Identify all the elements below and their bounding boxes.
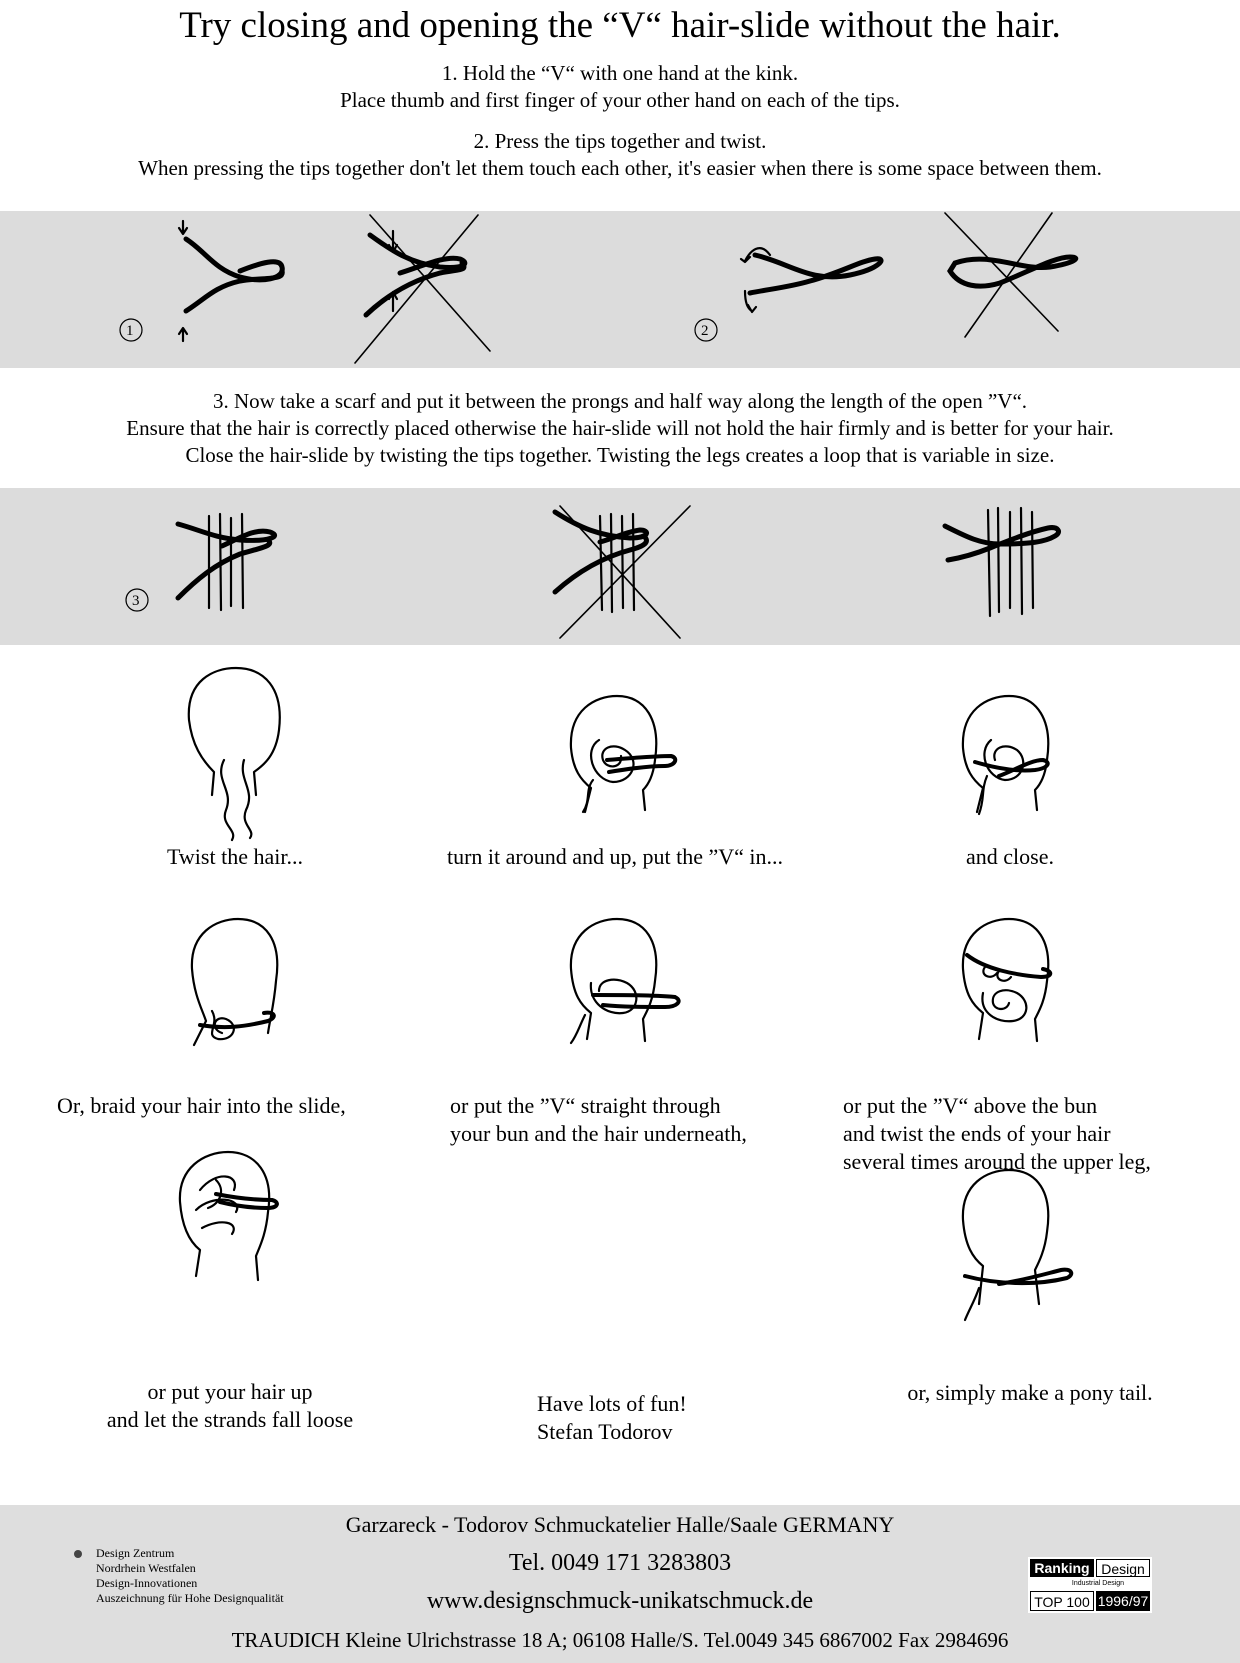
footer-address: TRAUDICH Kleine Ulrichstrasse 18 A; 06108 Halle/S. Tel.0049 345 6867002 Fax 2984696 bbox=[231, 1628, 1009, 1652]
award-line4: Auszeichnung für Hohe Designqualität bbox=[96, 1591, 284, 1605]
step2-line1: 2. Press the tips together and twist. bbox=[473, 129, 767, 153]
crossed-twisted-illustration bbox=[945, 213, 1076, 337]
page-title: Try closing and opening the “V“ hair-slide without the hair. bbox=[179, 5, 1061, 46]
caption-up-line2: and let the strands fall loose bbox=[106, 1407, 354, 1432]
step3-diagrams bbox=[0, 488, 1240, 645]
footer-company: Garzareck - Todorov Schmuckatelier Halle/Saale GERMANY bbox=[345, 1512, 895, 1537]
hair-up-head bbox=[180, 1152, 277, 1280]
award-line3: Design-Innovationen bbox=[96, 1576, 198, 1590]
ranking-design-logo bbox=[1028, 1557, 1152, 1613]
caption-close: and close. bbox=[966, 844, 1054, 869]
step1-2-diagrams bbox=[0, 211, 1240, 368]
step3-line1: 3. Now take a scarf and put it between the prongs and half way along the length of the open ”V“. bbox=[212, 389, 1028, 413]
pony-tail-head bbox=[963, 1170, 1071, 1320]
footer bbox=[0, 1505, 1240, 1663]
award-line1: Design Zentrum bbox=[96, 1546, 175, 1560]
scarf-closed-illustration bbox=[945, 508, 1059, 616]
caption-above-line3: several times around the upper leg, bbox=[843, 1149, 1151, 1174]
caption-pony: or, simply make a pony tail. bbox=[907, 1380, 1153, 1405]
caption-braid: Or, braid your hair into the slide, bbox=[57, 1093, 346, 1118]
twisted-slide-illustration bbox=[695, 248, 881, 341]
caption-above-line1: or put the ”V“ above the bun bbox=[843, 1093, 1098, 1118]
step3-line3: Close the hair-slide by twisting the tips together. Twisting the legs creates a loop that is variable in size. bbox=[185, 443, 1055, 467]
open-v-illustration bbox=[120, 221, 282, 341]
scarf-crossed-illustration bbox=[555, 506, 690, 638]
industrial-design-label: Industrial Design bbox=[1071, 1580, 1125, 1587]
step2-text bbox=[0, 128, 1240, 182]
caption-above-line2: and twist the ends of your hair bbox=[843, 1121, 1111, 1146]
step1-line1: 1. Hold the “V“ with one hand at the kink. bbox=[441, 61, 799, 85]
bun-straight-head bbox=[571, 919, 679, 1043]
top100-label: TOP 100 bbox=[1030, 1591, 1094, 1611]
caption-turn: turn it around and up, put the ”V“ in... bbox=[446, 844, 784, 869]
footer-website[interactable]: www.designschmuck-unikatschmuck.de bbox=[426, 1588, 814, 1614]
marker-1: 1 bbox=[126, 323, 134, 339]
caption-signature bbox=[537, 1390, 797, 1446]
caption-bun-line1: or put the ”V“ straight through bbox=[450, 1093, 721, 1118]
design-word: Design bbox=[1096, 1559, 1150, 1577]
caption-hair-up bbox=[60, 1378, 400, 1434]
step3-line2: Ensure that the hair is correctly placed otherwise the hair-slide will not hold the hair firmly and is better for your hair. bbox=[126, 416, 1114, 440]
braid-hair-head bbox=[192, 919, 277, 1045]
close-slide-head bbox=[963, 696, 1048, 814]
turn-hair-head bbox=[571, 696, 675, 812]
caption-fun-line2: Stefan Todorov bbox=[537, 1419, 673, 1444]
step3-text bbox=[0, 388, 1240, 469]
scarf-open-v-illustration bbox=[126, 514, 275, 611]
step1-text bbox=[0, 60, 1240, 114]
caption-fun-line1: Have lots of fun! bbox=[537, 1391, 687, 1416]
ranking-word: Ranking bbox=[1030, 1559, 1094, 1577]
footer-phone: Tel. 0049 171 3283803 bbox=[508, 1550, 732, 1576]
bullet-icon bbox=[74, 1550, 82, 1558]
caption-up-line1: or put your hair up bbox=[147, 1379, 313, 1404]
bun-above-head bbox=[963, 919, 1050, 1041]
caption-twist: Twist the hair... bbox=[167, 844, 303, 869]
year-label: 1996/97 bbox=[1097, 1593, 1149, 1609]
caption-bun-line2: your bun and the hair underneath, bbox=[450, 1121, 747, 1146]
marker-3: 3 bbox=[132, 593, 140, 609]
caption-bun-straight bbox=[450, 1092, 810, 1148]
crossed-open-v-illustration bbox=[355, 215, 490, 363]
award-block bbox=[76, 1546, 336, 1606]
step1-line2: Place thumb and first finger of your other hand on each of the tips. bbox=[340, 88, 900, 112]
hair-illustrations bbox=[0, 660, 1240, 1490]
step2-line2: When pressing the tips together don't let them touch each other, it's easier when there is some space between them. bbox=[138, 156, 1102, 180]
award-line2: Nordrhein Westfalen bbox=[96, 1561, 196, 1575]
marker-2: 2 bbox=[701, 323, 709, 339]
caption-bun-above bbox=[843, 1092, 1233, 1176]
twist-hair-head bbox=[189, 668, 280, 840]
